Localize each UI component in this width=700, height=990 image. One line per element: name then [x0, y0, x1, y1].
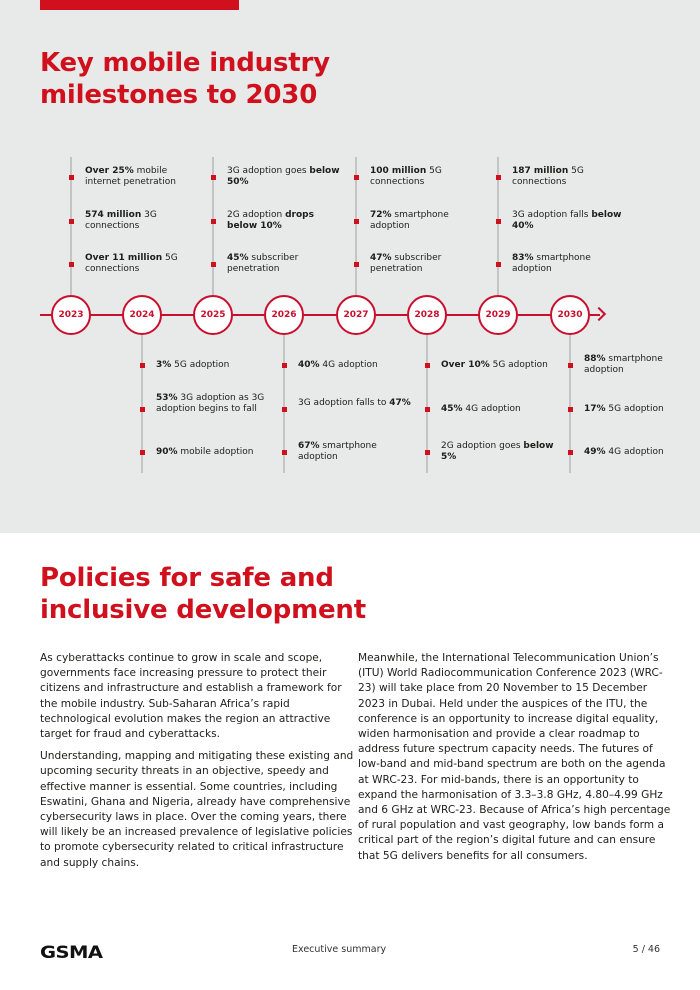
milestone-bullet-icon — [211, 219, 216, 224]
milestone-2027-2: 72% smartphone adoption — [370, 210, 449, 231]
milestone-2028-3: 2G adoption goes below 5% — [441, 441, 554, 462]
milestone-bullet-icon — [282, 363, 287, 368]
milestone-bullet-icon — [568, 407, 573, 412]
top-accent-bar — [40, 0, 239, 10]
milestone-2027-3: 47% subscriber penetration — [370, 253, 442, 274]
milestone-2030-1: 88% smartphone adoption — [584, 354, 663, 375]
milestone-bullet-icon — [69, 219, 74, 224]
milestone-bullet-icon — [496, 219, 501, 224]
milestone-2023-3: Over 11 million 5G connections — [85, 253, 178, 274]
milestone-bullet-icon — [425, 363, 430, 368]
milestone-bullet-icon — [568, 363, 573, 368]
milestone-2025-2: 2G adoption drops below 10% — [227, 210, 314, 231]
milestone-2025-1: 3G adoption goes below 50% — [227, 166, 340, 187]
section-title-milestones — [40, 47, 330, 111]
milestone-2029-1: 187 million 5G connections — [512, 166, 584, 187]
milestone-bullet-icon — [140, 363, 145, 368]
year-marker-2023: 2023 — [51, 295, 91, 335]
milestone-2023-1: Over 25% mobile internet penetration — [85, 166, 176, 187]
paragraph: As cyberattacks continue to grow in scale and scope, governments face increasing pressure to protect their citizens and infrastructure and establish a framework for the mobile industry. Sub-Saharan Africa’s rapid technological evolution makes the region an attractive target for fraud and cyberattacks. — [40, 652, 342, 741]
milestone-bullet-icon — [140, 450, 145, 455]
year-marker-2029: 2029 — [478, 295, 518, 335]
milestone-bullet-icon — [211, 262, 216, 267]
milestone-2024-1: 3% 5G adoption — [156, 359, 230, 370]
milestone-bullet-icon — [568, 450, 573, 455]
milestone-bullet-icon — [282, 450, 287, 455]
milestone-2026-1: 40% 4G adoption — [298, 359, 378, 370]
milestone-bullet-icon — [69, 262, 74, 267]
milestone-bullet-icon — [425, 407, 430, 412]
gsma-logo: GSMA — [40, 943, 103, 963]
body-column-right — [358, 651, 676, 871]
year-marker-2027: 2027 — [336, 295, 376, 335]
milestone-2030-3: 49% 4G adoption — [584, 446, 664, 457]
milestone-2023-2: 574 million 3G connections — [85, 210, 157, 231]
page-number: 5 / 46 — [632, 944, 660, 955]
title-line-1: Policies for safe and — [40, 563, 334, 593]
year-marker-2030: 2030 — [550, 295, 590, 335]
milestone-bullet-icon — [354, 262, 359, 267]
paragraph: Understanding, mapping and mitigating these existing and upcoming security threats in an objective, speedy and effective manner is essential. Some countries, including Eswatini, Ghana and Nigeria, already have comprehensive cybersecurity laws in place. Over the coming years, there will likely be an increased prevalence of legislative policies to promote cybersecurity related to critical infrastructure and supply chains. — [40, 750, 354, 869]
milestone-bullet-icon — [282, 407, 287, 412]
milestone-2024-3: 90% mobile adoption — [156, 446, 254, 457]
milestone-bullet-icon — [496, 262, 501, 267]
milestone-bullet-icon — [211, 175, 216, 180]
milestone-bullet-icon — [425, 450, 430, 455]
year-marker-2024: 2024 — [122, 295, 162, 335]
milestone-2029-3: 83% smartphone adoption — [512, 253, 591, 274]
footer-section-label: Executive summary — [292, 944, 387, 955]
milestone-2026-3: 67% smartphone adoption — [298, 441, 377, 462]
milestone-bullet-icon — [69, 175, 74, 180]
milestone-2027-1: 100 million 5G connections — [370, 166, 442, 187]
milestone-bullet-icon — [354, 219, 359, 224]
title-line-2: milestones to 2030 — [40, 80, 318, 110]
year-marker-2028: 2028 — [407, 295, 447, 335]
milestone-2024-2: 53% 3G adoption as 3G adoption begins to fall — [156, 392, 265, 414]
milestone-bullet-icon — [496, 175, 501, 180]
title-line-2: inclusive development — [40, 595, 366, 625]
milestone-2030-2: 17% 5G adoption — [584, 403, 664, 414]
paragraph: Meanwhile, the International Telecommunication Union’s (ITU) World Radiocommunication Conference 2023 (WRC-23) will take place from 20 November to 15 December 2023 in Dubai. Held under the auspices of the ITU, the conference is an opportunity to increase digital equality, widen harmonisation and provide a clear roadmap to address future spectrum capacity needs. The futures of low-band and mid-band spectrum are both on the agenda at WRC-23. For mid-bands, there is an opportunity to expand the harmonisation of 3.3–3.8 GHz, 4.80–4.99 GHz and 6 GHz at WRC-23. Because of Africa’s high percentage of rural population and vast geography, low bands form a critical part of the region’s digital future and can ensure that 5G delivers benefits for all consumers. — [358, 652, 671, 862]
section-title-policies — [40, 562, 366, 626]
body-column-left — [40, 651, 358, 878]
milestone-bullet-icon — [140, 407, 145, 412]
year-marker-2026: 2026 — [264, 295, 304, 335]
milestone-bullet-icon — [354, 175, 359, 180]
milestone-2028-2: 45% 4G adoption — [441, 403, 521, 414]
milestone-2029-2: 3G adoption falls below 40% — [512, 210, 622, 231]
milestone-2028-1: Over 10% 5G adoption — [441, 359, 548, 370]
title-line-1: Key mobile industry — [40, 48, 330, 78]
milestone-2025-3: 45% subscriber penetration — [227, 253, 299, 274]
milestone-2026-2: 3G adoption falls to 47% — [298, 398, 411, 408]
year-marker-2025: 2025 — [193, 295, 233, 335]
